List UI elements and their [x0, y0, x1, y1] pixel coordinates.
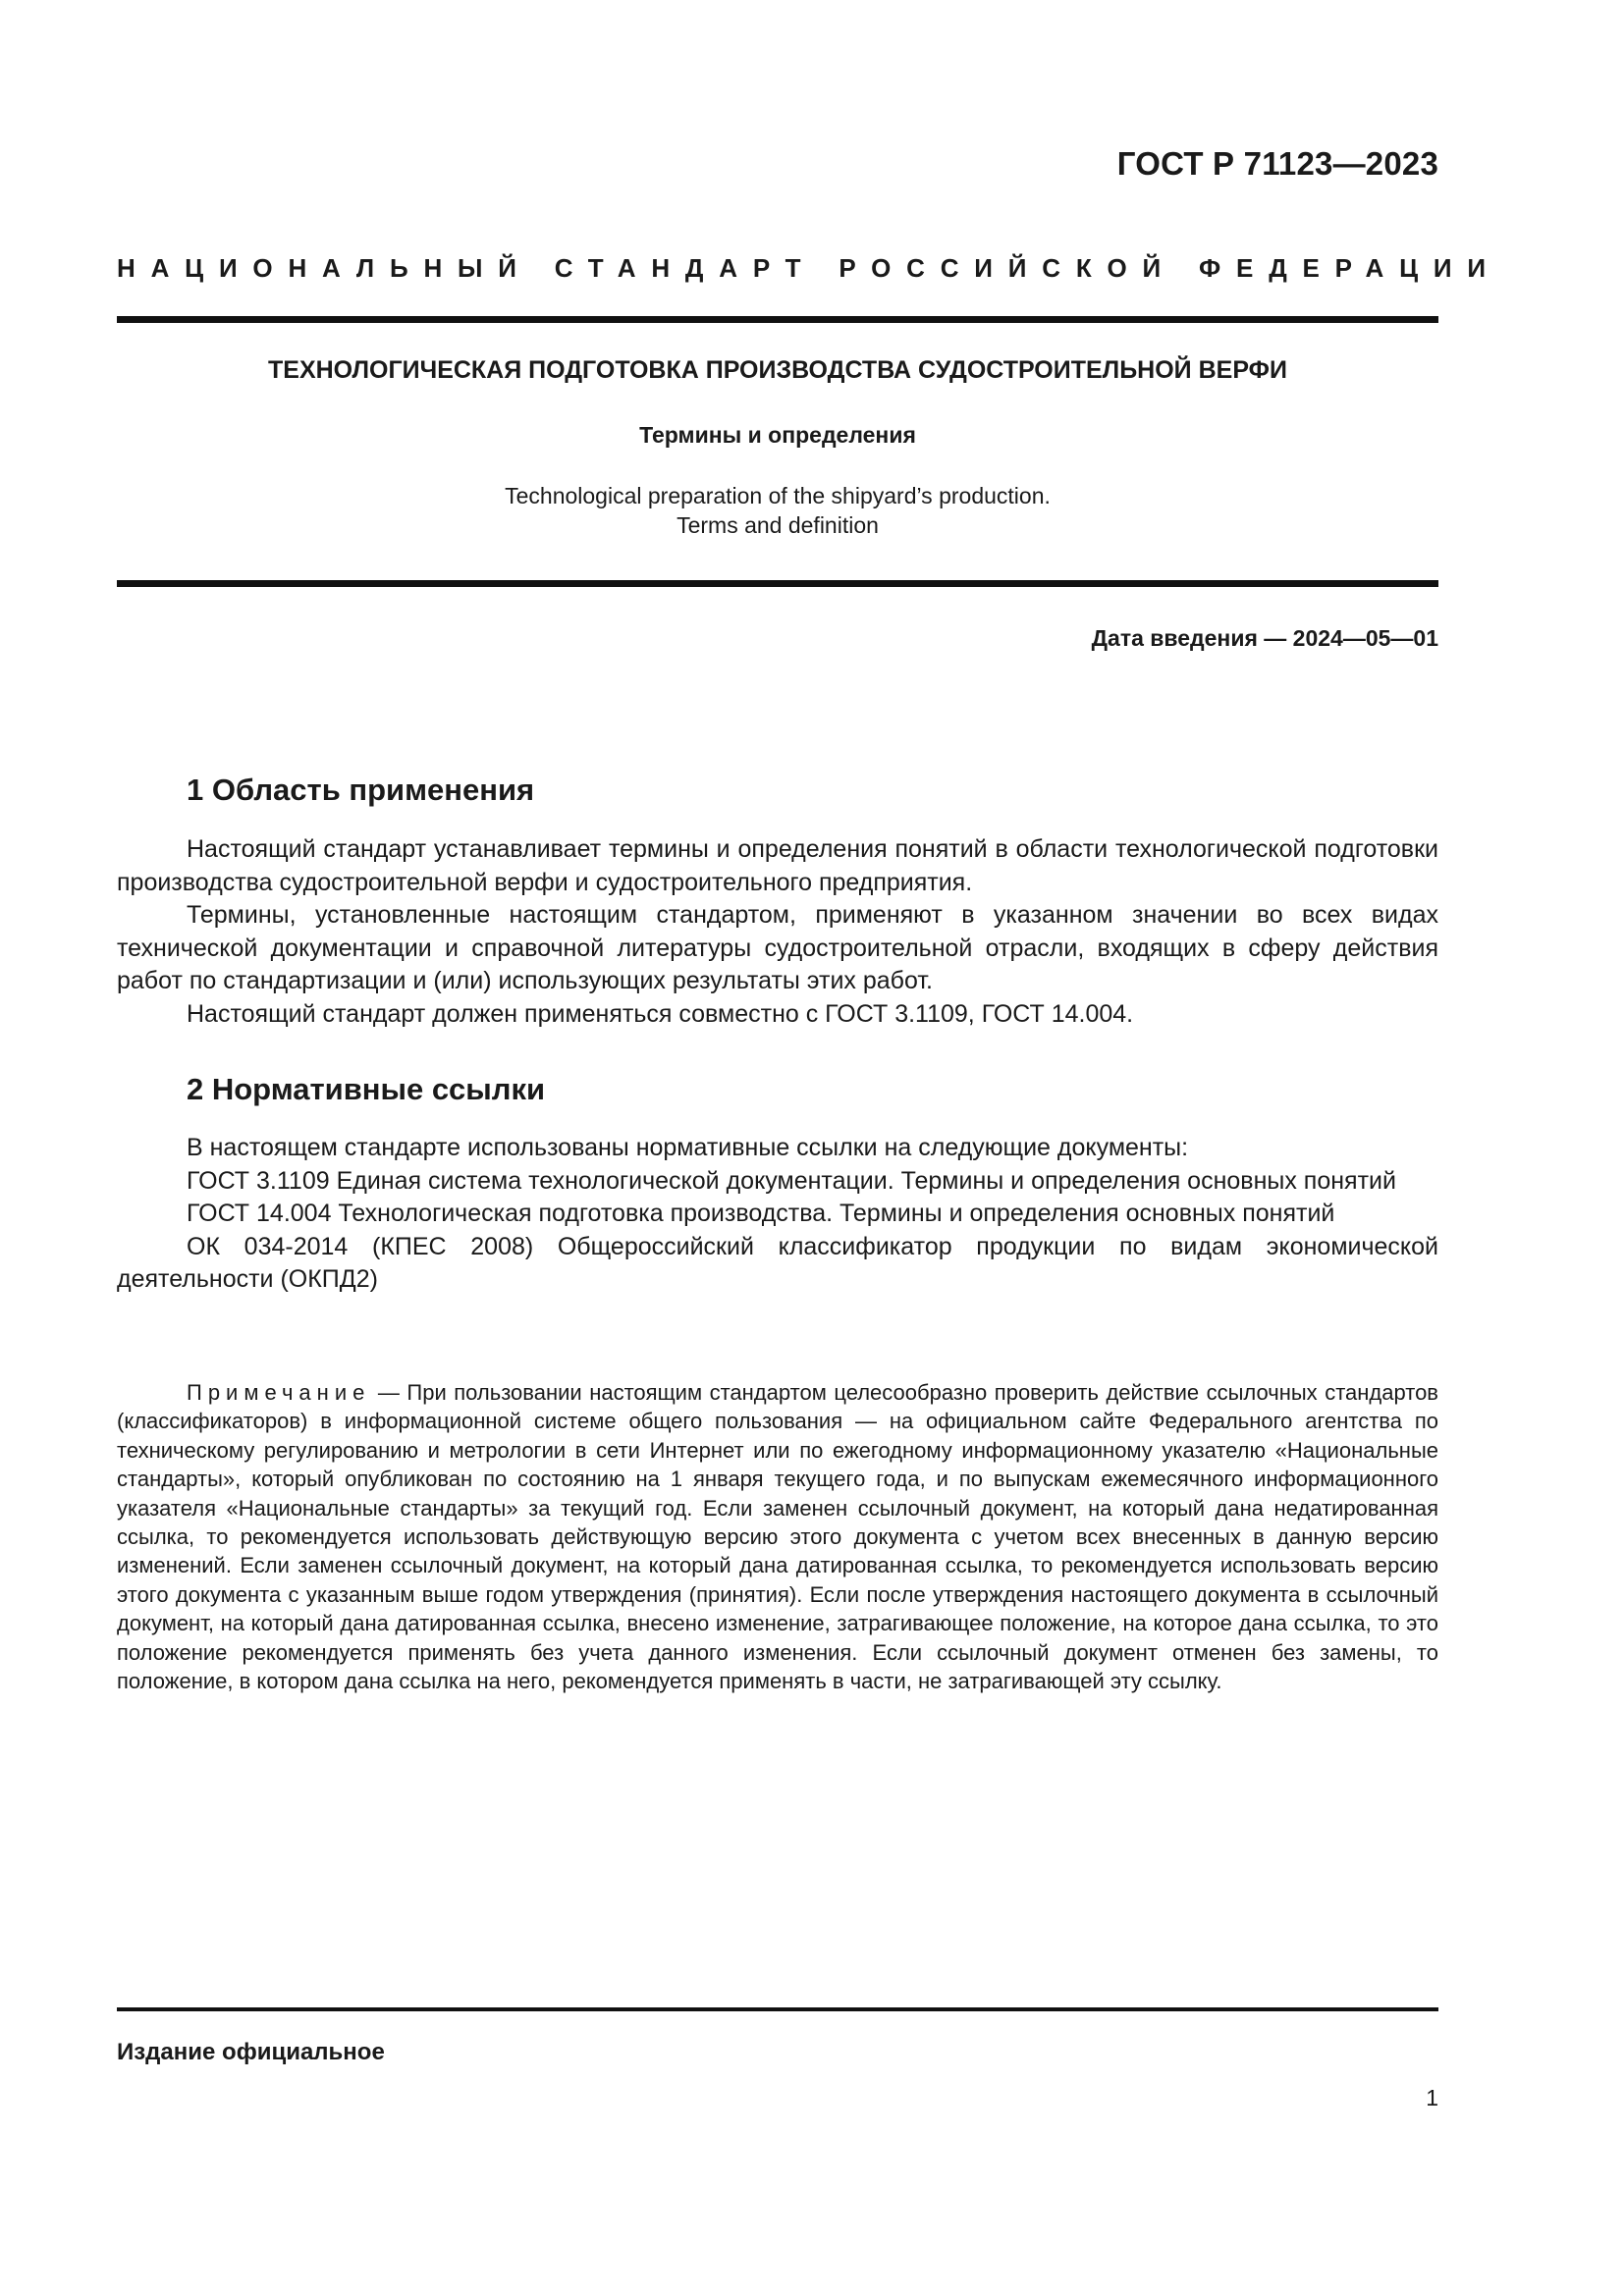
organization-title: НАЦИОНАЛЬНЫЙ СТАНДАРТ РОССИЙСКОЙ ФЕДЕРАЦИИ: [117, 253, 1501, 283]
section-heading-normative-references: 2 Нормативные ссылки: [187, 1072, 546, 1106]
note-dash: —: [370, 1380, 407, 1405]
note-text: При пользовании настоящим стандартом целесообразно проверить действие ссылочных стандартов (классификаторов) в информационной системе общего пользования — на официальном сайте Федерального агентства по техническому регулированию и метрологии в сети Интернет или по ежегодному информационному указателю «Национальные стандарты», который опубликован по состоянию на 1 января текущего года, и по выпускам ежемесячного информационного указателя «Национальные стандарты» за текущий год. Если заменен ссылочный документ, на который дана недатированная ссылка, то рекомендуется использовать действующую версию этого документа с учетом всех внесенных в данную версию изменений. Если заменен ссылочный документ, на который дана датированная ссылка, то рекомендуется использовать версию этого документа с указанным выше годом утверждения (принятия). Если после утверждения настоящего документа в ссылочный документ, на который дана датированная ссылка, внесено изменение, затрагивающее положение, на которое дана ссылка, то это положение рекомендуется применять без учета данного изменения. Если ссылочный документ отменен без замены, то положение, в котором дана ссылка на него, рекомендуется применять в части, не затрагивающей эту ссылку.: [117, 1380, 1438, 1694]
paragraph: Настоящий стандарт устанавливает термины и определения понятий в области технологической подготовки производства судостроительной верфи и судостроительного предприятия.: [117, 835, 1438, 896]
official-edition-label: Издание официальное: [117, 2039, 385, 2065]
note-block: [117, 1378, 1438, 1695]
section-body-normative-references: [117, 1132, 1438, 1297]
section-body-scope: [117, 833, 1438, 1032]
english-title: [117, 481, 1438, 540]
paragraph: В настоящем стандарте использованы нормативные ссылки на следующие документы:: [187, 1134, 1189, 1161]
document-id: ГОСТ Р 71123—2023: [1116, 145, 1438, 182]
standard-title: ТЕХНОЛОГИЧЕСКАЯ ПОДГОТОВКА ПРОИЗВОДСТВА СУДОСТРОИТЕЛЬНОЙ ВЕРФИ: [268, 356, 1287, 384]
english-title-line-2: Terms and definition: [677, 512, 879, 538]
reference-item: ГОСТ 3.1109 Единая система технологической документации. Термины и определения основных понятий: [187, 1166, 1396, 1195]
paragraph: Термины, установленные настоящим стандартом, применяют в указанном значении во всех видах технической документации и справочной литературы судостроительной отрасли, входящих в сферу действия работ по стандартизации и (или) использующих результаты этих работ.: [117, 901, 1438, 995]
document-page: [117, 0, 1501, 2296]
reference-item: ГОСТ 14.004 Технологическая подготовка производства. Термины и определения основных понятий: [187, 1200, 1335, 1228]
introduction-date: Дата введения — 2024—05—01: [1091, 625, 1438, 651]
english-title-line-1: Technological preparation of the shipyard’s production.: [505, 483, 1051, 508]
note-label: Примечание: [187, 1380, 371, 1405]
reference-item: ОК 034-2014 (КПЕС 2008) Общероссийский классификатор продукции по видам экономической деятельности (ОКПД2): [117, 1232, 1438, 1294]
footer-divider: [117, 2007, 1438, 2011]
standard-subtitle: Термины и определения: [639, 422, 916, 448]
page-number: 1: [1426, 2085, 1438, 2110]
title-divider: [117, 580, 1438, 587]
top-divider: [117, 316, 1438, 323]
section-heading-scope: 1 Область применения: [187, 773, 535, 807]
paragraph: Настоящий стандарт должен применяться совместно с ГОСТ 3.1109, ГОСТ 14.004.: [187, 999, 1134, 1028]
